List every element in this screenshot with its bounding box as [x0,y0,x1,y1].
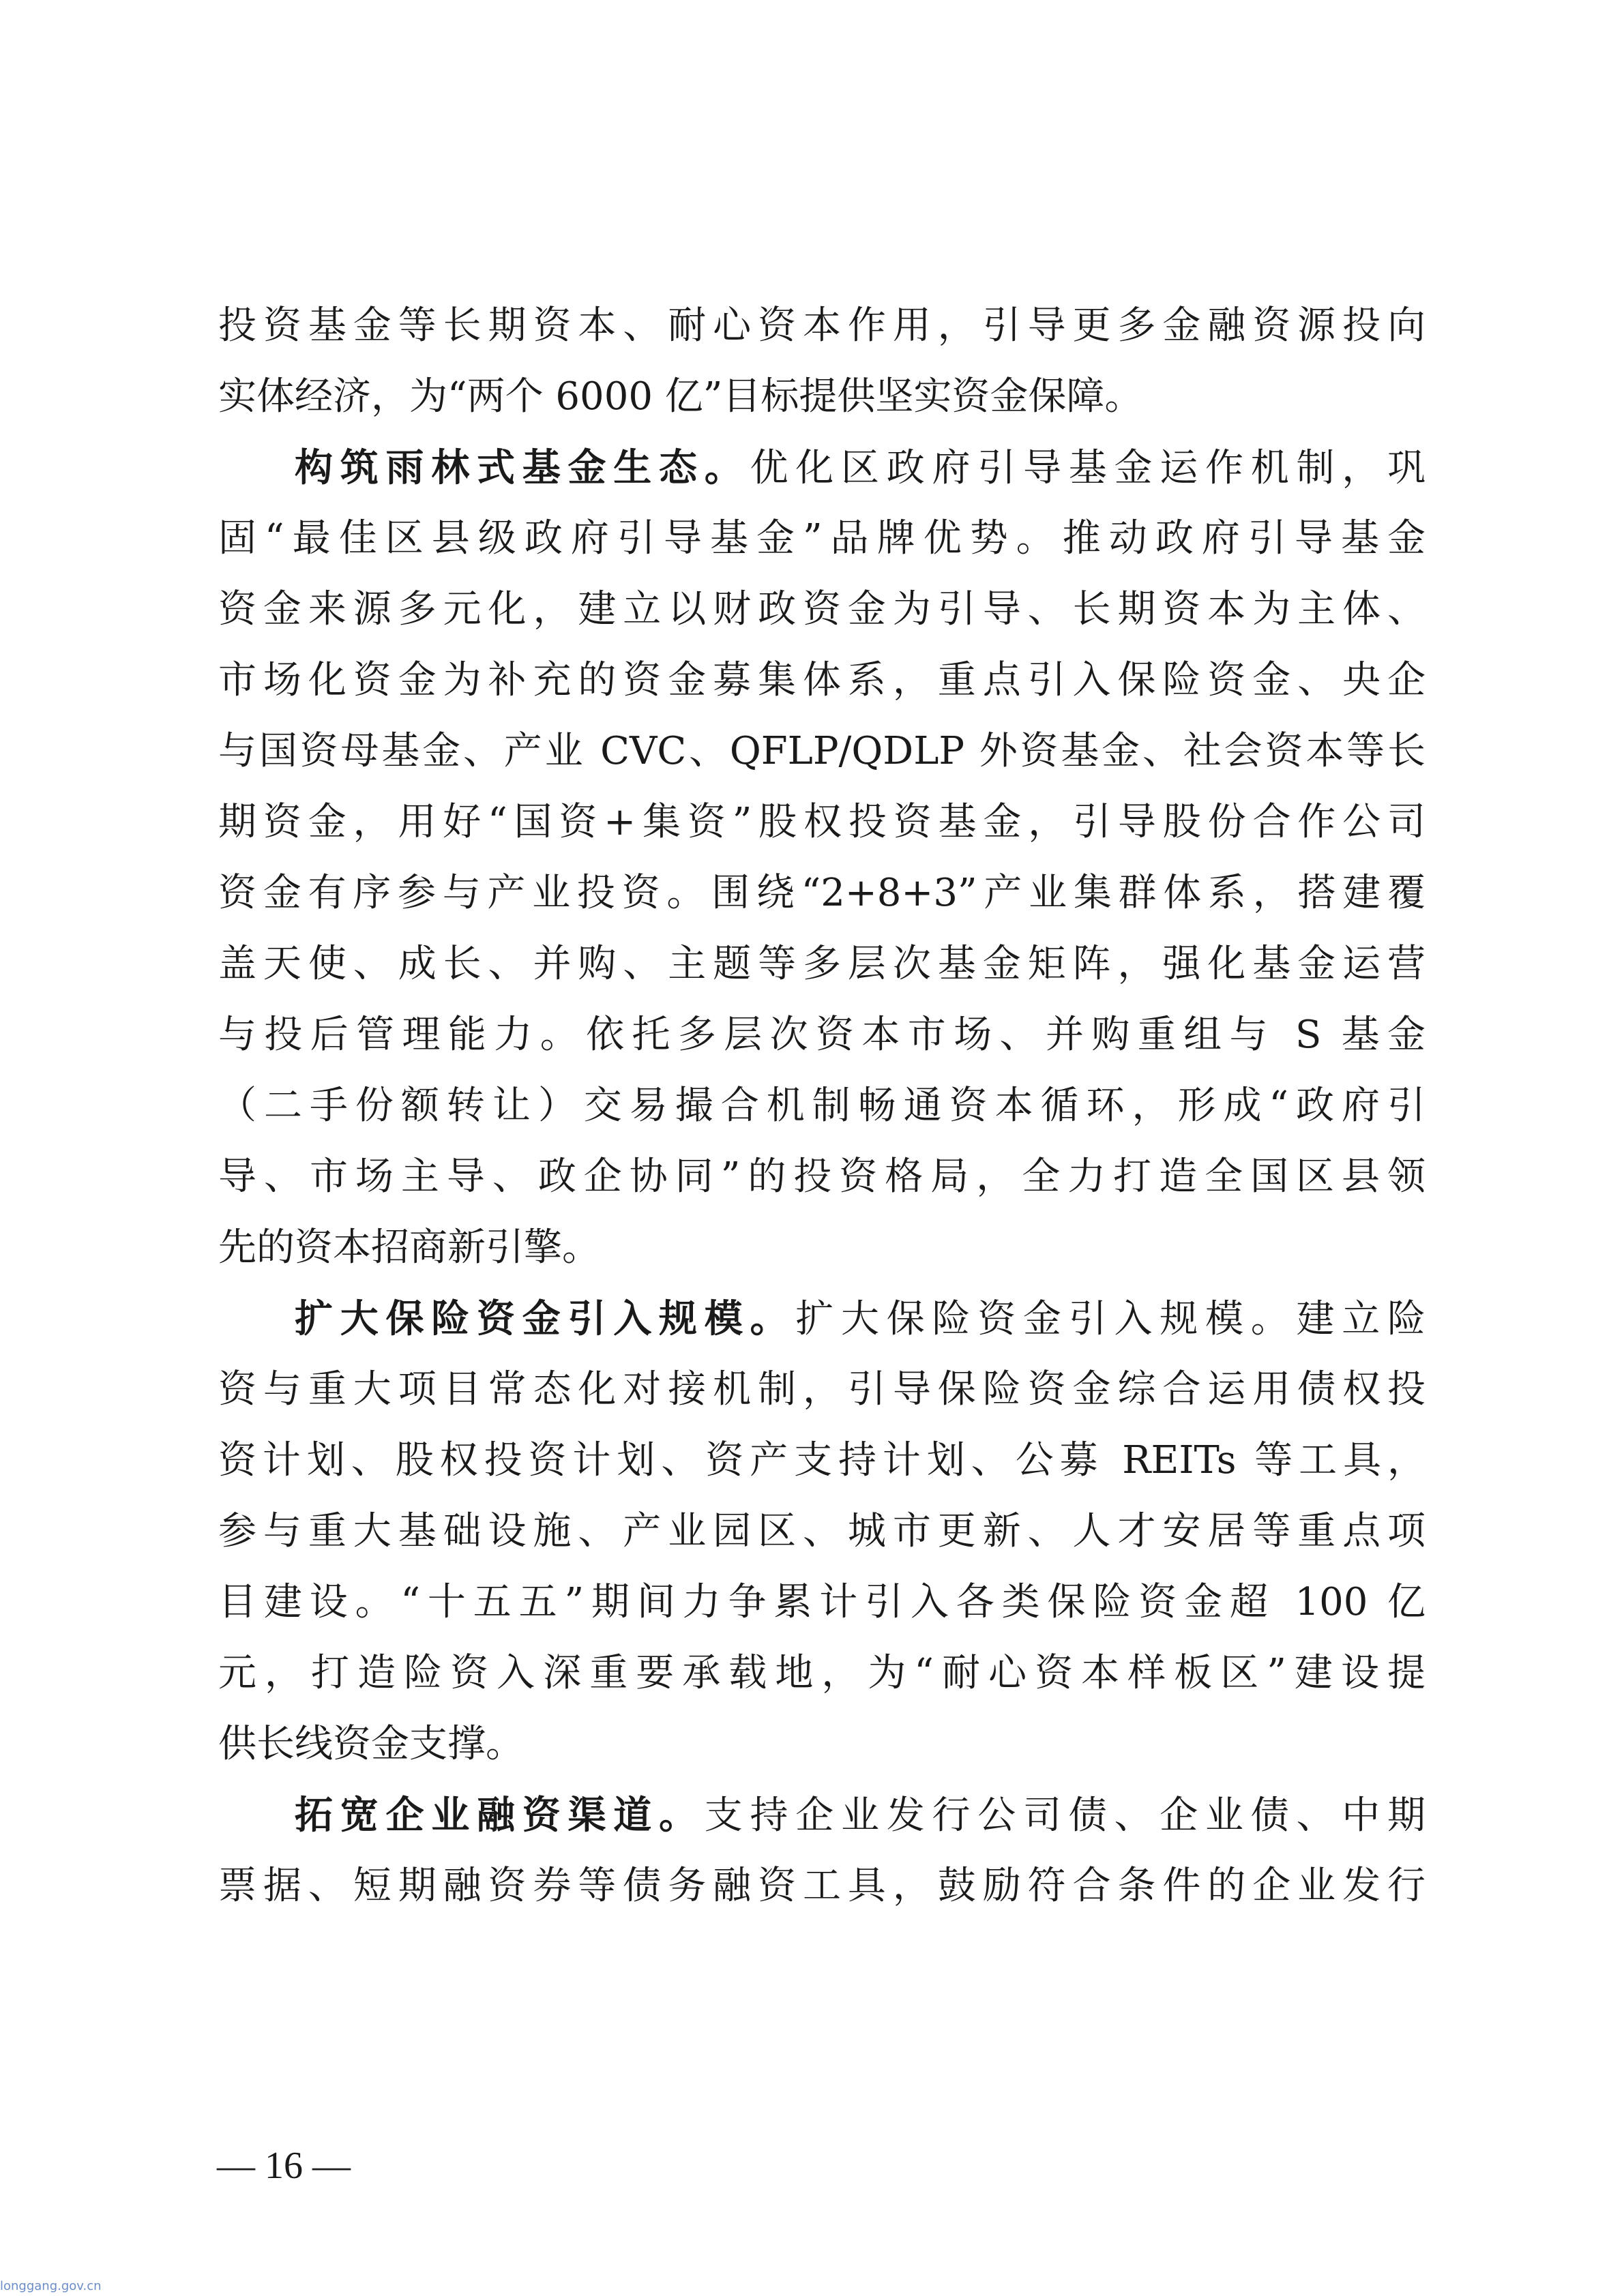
text-line: 盖天使、成长、并购、主题等多层次基金矩阵，强化基金运营 [218,942,1426,986]
text-line: 固“最佳区县级政府引导基金”品牌优势。推动政府引导基金 [218,516,1426,561]
text-line: 期资金，用好“国资+集资”股权投资基金，引导股份合作公司 [218,800,1426,844]
paragraph-text: 支持企业发行公司债、企业债、中期 [704,1793,1426,1838]
text-line [218,1283,1426,1354]
text-line: 先的资本招商新引擎。 [218,1225,600,1270]
paragraph-text: 扩大保险资金引入规模。建立险 [795,1297,1426,1341]
text-line: 参与重大基础设施、产业园区、城市更新、人才安居等重点项 [218,1509,1426,1553]
text-line: 投资基金等长期资本、耐心资本作用，引导更多金融资源投向 [218,303,1426,348]
text-line [218,432,1426,503]
text-line: 资金来源多元化，建立以财政资金为引导、长期资本为主体、 [218,587,1426,631]
watermark-text: longgang.gov.cn [0,2279,102,2293]
text-line: 供长线资金支撑。 [218,1722,524,1766]
text-line: 市场化资金为补充的资金募集体系，重点引入保险资金、央企 [218,658,1426,702]
paragraph-heading: 扩大保险资金引入规模。 [295,1296,796,1341]
text-line: 与国资母基金、产业 CVC、QFLP/QDLP 外资基金、社会资本等长 [218,729,1426,773]
text-line: 与投后管理能力。依托多层次资本市场、并购重组与 S 基金 [218,1013,1426,1057]
text-line: 实体经济，为“两个 6000 亿”目标提供坚实资金保障。 [218,374,1143,419]
text-line: 导、市场主导、政企协同”的投资格局，全力打造全国区县领 [218,1154,1426,1199]
text-line [218,1780,1426,1851]
paragraph-heading: 拓宽企业融资渠道。 [295,1793,705,1838]
text-line: 资计划、股权投资计划、资产支持计划、公募 REITs 等工具， [218,1438,1426,1482]
text-line: （二手份额转让）交易撮合机制畅通资本循环，形成“政府引 [218,1084,1426,1128]
paragraph-text: 优化区政府引导基金运作机制，巩 [750,446,1426,490]
paragraph-heading: 构筑雨林式基金生态。 [295,445,750,490]
text-line: 元，打造险资入深重要承载地，为“耐心资本样板区”建设提 [218,1651,1426,1695]
body-text [218,290,1426,1922]
text-line: 资与重大项目常态化对接机制，引导保险资金综合运用债权投 [218,1367,1426,1412]
text-line: 资金有序参与产业投资。围绕“2+8+3”产业集群体系，搭建覆 [218,871,1426,915]
page-number: — 16 — [217,2145,351,2187]
text-line: 目建设。“十五五”期间力争累计引入各类保险资金超 100 亿 [218,1580,1426,1624]
text-line: 票据、短期融资券等债务融资工具，鼓励符合条件的企业发行 [218,1864,1426,1908]
